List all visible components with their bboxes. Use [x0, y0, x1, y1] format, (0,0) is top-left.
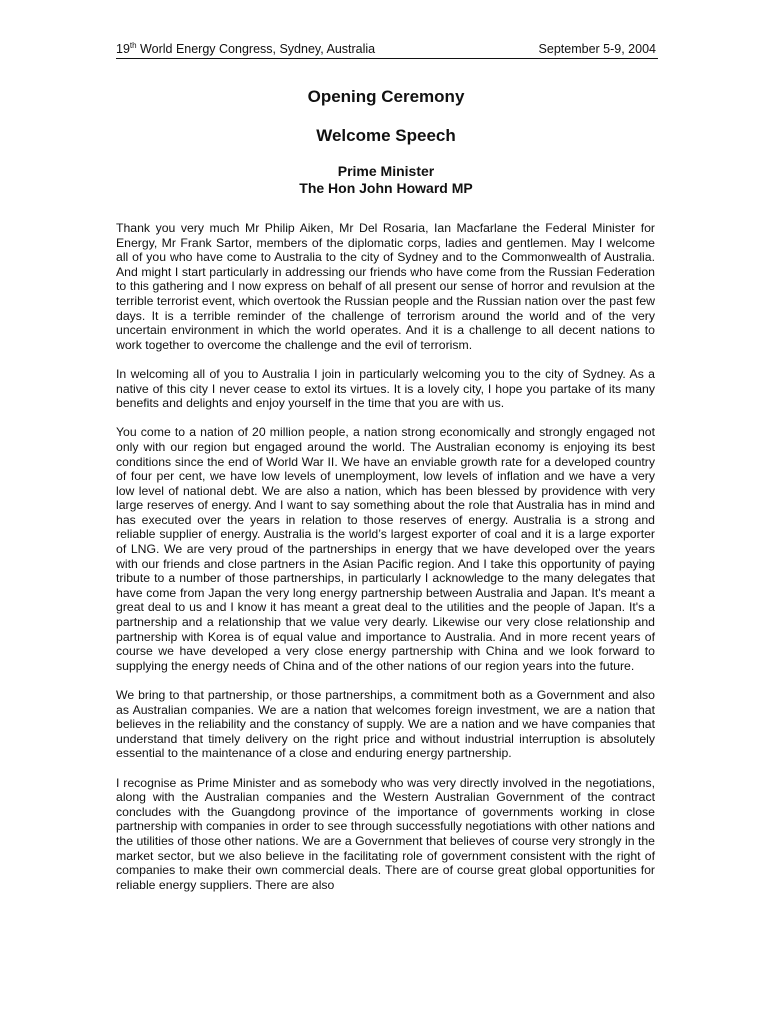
running-header — [116, 41, 658, 59]
speech-body — [116, 221, 655, 907]
congress-title — [116, 41, 375, 58]
congress-dates: September 5-9, 2004 — [538, 42, 656, 56]
paragraph: In welcoming all of you to Australia I join in particularly welcoming you to the city of Sydney. As a native of this city I never cease to extol its virtues. It is a lovely city, I hope you partake of its many benefits and delights and enjoy yourself in the time that you are with us. — [116, 366, 655, 411]
event-title: Opening Ceremony — [307, 87, 465, 106]
paragraph: You come to a nation of 20 million people, a nation strong economically and strongly engaged not only with our region but engaged around the world. The Australian economy is enjoying its best conditions since the end of World War II. We have an enviable growth rate for a developed country of four per cent, we have low levels of unemployment, low levels of inflation and we have a very low level of national debt. We are also a nation, which has been blessed by providence with very large reserves of energy. And I want to say something about the role that Australia has in mind and has executed over the years in relation to those reserves of energy. Australia is a strong and reliable supplier of energy. Australia is the world’s largest exporter of coal and it is a large exporter of LNG. We are very proud of the partnerships in energy that we have developed over the years with our friends and close partners in the Asian Pacific region. And I take this opportunity of paying tribute to a number of those partnerships, in particularly I acknowledge to the many delegates that have come from Japan the very long energy partnership between Australia and Japan. It's meant a great deal to us and I know it has meant a great deal to the utilities and the people of Japan. It's a partnership and a relationship that we value very dearly. Likewise our very close relationship and partnership with Korea is of equal value and importance to Australia. And in more recent years of course we have developed a very close energy partnership with China and we look forward to supplying the energy needs of China and of the other nations of our region years into the future. — [116, 425, 655, 673]
congress-name: World Energy Congress, Sydney, Australia — [136, 42, 376, 56]
paragraph: Thank you very much Mr Philip Aiken, Mr Del Rosaria, Ian Macfarlane the Federal Minister for Energy, Mr Frank Sartor, members of the diplomatic corps, ladies and gentlemen. May I welcome all of you who have come to Australia to the city of Sydney and to the Commonwealth of Australia. And might I start particularly in addressing our friends who have come from the Russian Federation to this gathering and I now express on behalf of all present our sense of horror and revulsion at the terrible terrorist event, which overtook the Russian people and the Russian nation over the past few days. It is a terrible reminder of the challenge of terrorism around the world and of the very uncertain environment in which the world operates. And it is a challenge to all decent nations to work together to overcome the challenge and the evil of terrorism. — [116, 221, 655, 352]
paragraph: We bring to that partnership, or those partnerships, a commitment both as a Government and also as Australian companies. We are a nation that welcomes foreign investment, we are a nation that believes in the reliability and the constancy of supply. We are a nation and we have companies that understand that timely delivery on the right price and without industrial interruption is absolutely essential to the maintenance of a close and enduring energy partnership. — [116, 688, 655, 761]
congress-number: 19 — [116, 42, 130, 56]
paragraph: I recognise as Prime Minister and as somebody who was very directly involved in the negotiations, along with the Australian companies and the Western Australian Government of the contract concludes with the Guangdong province of the importance of governments working in close partnership with companies in order to see through successfully negotiations with other nations and the utilities of those other nations. We are a Government that believes of course very strongly in the market sector, but we also believe in the facilitating role of government consistent with the right of companies to make their own commercial deals. There are of course great global opportunities for reliable energy suppliers. There are also — [116, 775, 655, 892]
speaker-name: The Hon John Howard MP — [299, 180, 473, 196]
speaker-role: Prime Minister — [337, 163, 435, 179]
speech-title: Welcome Speech — [316, 126, 456, 145]
congress-ordinal: th — [129, 41, 137, 50]
